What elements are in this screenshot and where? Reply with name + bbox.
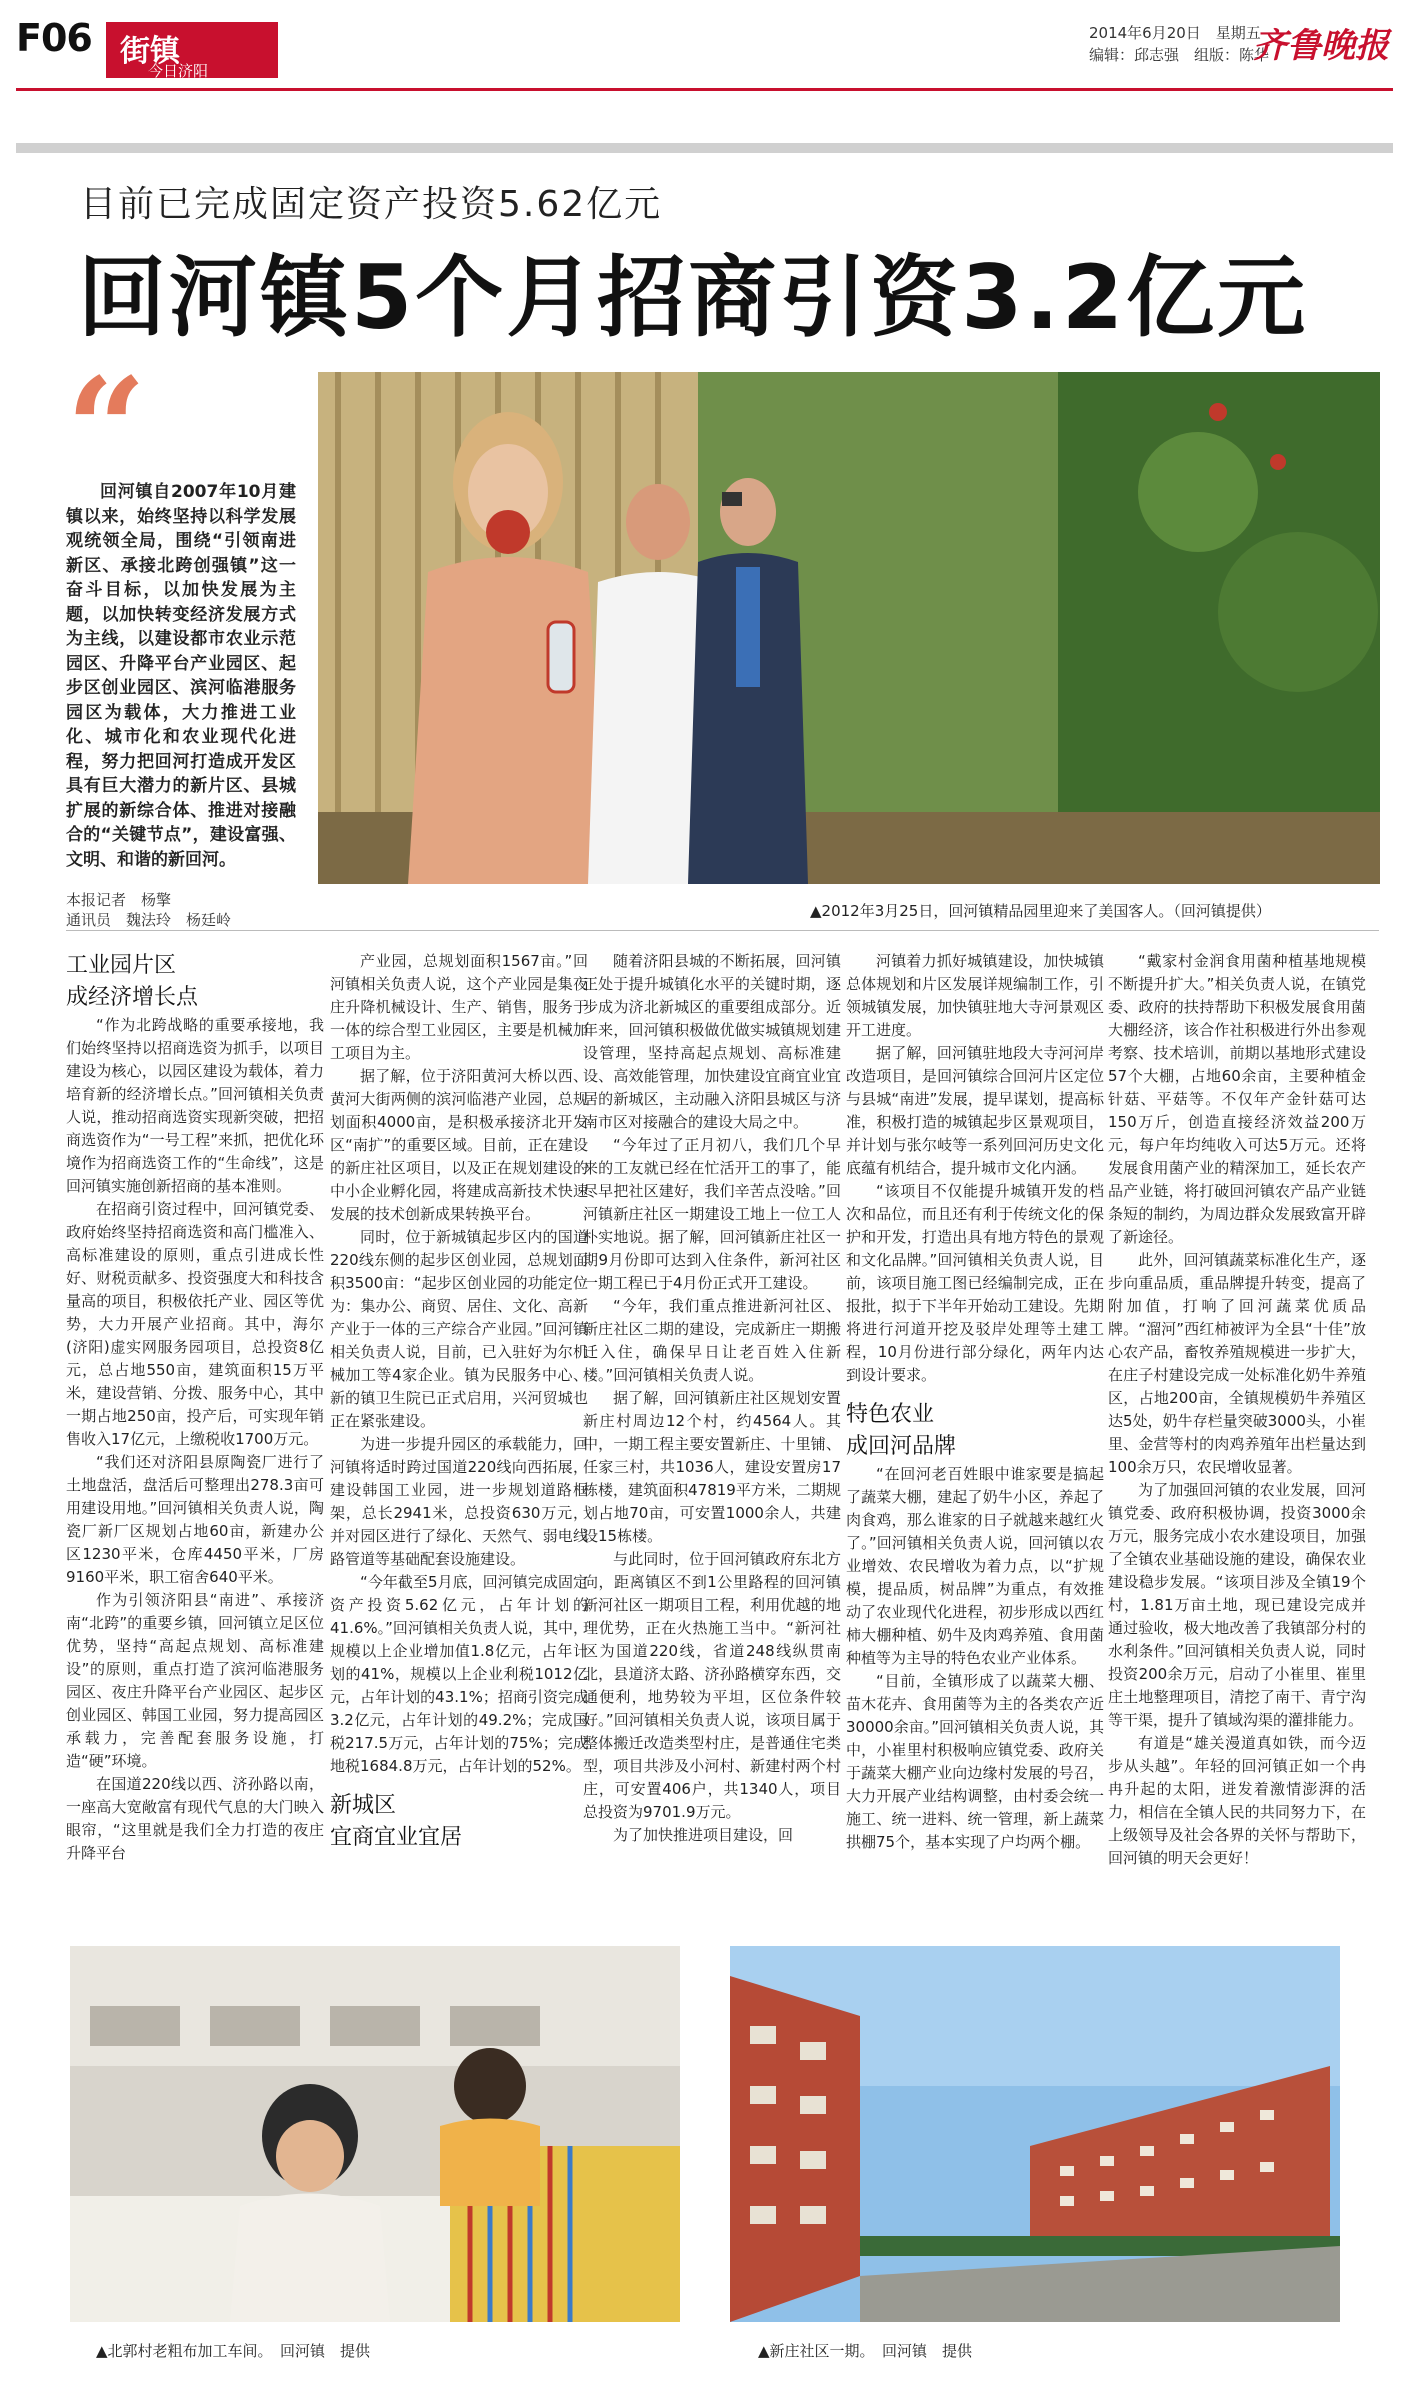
byline-reporter: 本报记者 杨擎: [66, 891, 172, 909]
body-paragraph: 据了解，回河镇驻地段大寺河河岸改造项目，是回河镇综合回河片区定位与县城“南进”发展，提早谋划，提高标准，积极打造的城镇起步区景观项目，并计划与张尔岐等一系列回河历史文化底蕴有机结合，提升城市文化内涵。: [846, 1044, 1104, 1177]
body-paragraph: “今年，我们重点推进新河社区、新庄社区二期的建设，完成新庄一期搬迁入住，确保早日让老百姓入住新楼。”回河镇相关负责人说。: [583, 1297, 841, 1384]
body-paragraph: 有道是“雄关漫道真如铁，而今迈步从头越”。年轻的回河镇正如一个冉冉升起的太阳，迸发着激情澎湃的活力，相信在全镇人民的共同努力下，在上级领导及社会各界的关怀与帮助下，回河镇的明天会更好！: [1108, 1734, 1366, 1867]
subheading: 宜商宜业宜居: [330, 1825, 463, 1850]
body-paragraph: 同时，位于新城镇起步区内的国道220线东侧的起步区创业园，总规划面积3500亩：“起步区创业园的功能定位为：集办公、商贸、居住、文化、高新产业于一体的三产综合产业园。”回河镇相关负责人说，目前，已入驻好为尔机械加工等4家企业。镇为民服务中心、新的镇卫生院已正式启用，兴河贸城也正在紧张建设。: [330, 1228, 588, 1430]
body-paragraph: 此外，回河镇蔬菜标准化生产，逐步向重品质，重品牌提升转变，提高了附加值，打响了回河蔬菜优质品牌。“溜河”西红柿被评为全县“十佳”放心农产品，畜牧养殖规模进一步扩大，在庄子村建设完成一处标准化奶牛养殖区，占地200亩，全镇规模奶牛养殖区达5处，奶牛存栏量突破3000头，小崔里、金营等村的肉鸡养殖年出栏量达到100余万只，农民增收显著。: [1108, 1251, 1366, 1476]
body-paragraph: 在招商引资过程中，回河镇党委、政府始终坚持招商选资和高门槛准入、高标准建设的原则，重点引进成长性好、财税贡献多、投资强度大和科技含量高的项目，积极依托产业、园区等优势，大力开展产业招商。其中，海尔(济阳)虚实网服务园项目，总投资8亿元，总占地550亩，建筑面积15万平米，建设营销、分拨、服务中心，其中一期占地250亩，投产后，可实现年销售收入17亿元，上缴税收1700万元。: [66, 1200, 324, 1448]
newspaper-logo: 齐鲁晚报: [1253, 26, 1389, 66]
column-2: [330, 950, 588, 1854]
page-header-right: [1089, 18, 1389, 68]
greenhouse-visit-image: [318, 372, 1380, 884]
body-paragraph: 随着济阳县城的不断拓展，回河镇正处于提升城镇化水平的关键时期，逐步成为济北新城区的重要组成部分。近年来，回河镇积极做优做实城镇规划建设管理，坚持高起点规划、高标准建设、高效能管理，加快建设宜商宜业宜居的新城区，主动融入济阳县城区与济南市区对接融合的建设大局之中。: [583, 952, 841, 1131]
body-paragraph: 为了加快推进项目建设，回: [613, 1826, 794, 1844]
body-paragraph: “作为北跨战略的重要承接地，我们始终坚持以招商选资为抓手，以项目建设为核心，以园区建设为载体，着力培育新的经济增长点。”回河镇相关负责人说，推动招商选资实现新突破，把招商选资作为“一号工程”来抓，把优化环境作为招商选资工作的“生命线”，这是回河镇实施创新招商的基本准则。: [66, 1016, 324, 1195]
byline-correspondents: 通讯员 魏法玲 杨廷岭: [66, 911, 232, 929]
body-paragraph: “在回河老百姓眼中谁家要是搞起了蔬菜大棚，建起了奶牛小区，养起了肉食鸡，那么谁家的日子就越来越红火了。”回河镇相关负责人说，回河镇以农业增效、农民增收为着力点，以“扩规模，提品质，树品牌”为重点，有效推动了农业现代化进程，初步形成以西红柿大棚种植、奶牛及肉鸡养殖、食用菌种植等为主导的特色农业产业体系。: [846, 1465, 1104, 1667]
body-paragraph: 据了解，回河镇新庄社区规划安置新庄村周边12个村，约4564人。其中，一期工程主要安置新庄、十里铺、任家三村，共1036人，建设安置房17栋楼，建筑面积47819平方米，二期规划占地70亩，可安置1000余人，共建设15栋楼。: [583, 1389, 841, 1545]
section-title: 街镇: [120, 34, 180, 69]
subheading: 新城区: [330, 1793, 397, 1818]
byline: [66, 890, 306, 930]
subheading: 特色农业: [846, 1402, 935, 1427]
body-paragraph: “今年截至5月底，回河镇完成固定资产投资5.62亿元，占年计划的41.6%。”回河镇相关负责人说，其中，规模以上企业增加值1.8亿元，占年计划的41%，规模以上企业利税1012亿元，占年计划的43.1%；招商引资完成3.2亿元，占年计划的49.2%；完成国税217.5万元，占年计划的75%；完成地税1684.8万元，占年计划的52%。: [330, 1573, 588, 1775]
body-paragraph: 为进一步提升园区的承载能力，回河镇将适时跨过国道220线向西拓展，建设韩国工业园，进一步规划道路框架，总长2941米，总投资630万元，并对园区进行了绿化、天然气、弱电线路管道等基础配套设施建设。: [330, 1435, 588, 1568]
body-paragraph: “目前，全镇形成了以蔬菜大棚、苗木花卉、食用菌等为主的各类农产近30000余亩。”回河镇相关负责人说，其中，小崔里村积极响应镇党委、政府关于蔬菜大棚产业向边缘村发展的号召，大力开展产业结构调整，由村委会统一施工、统一进料、统一管理，新上蔬菜拱棚75个，基本实现了户均两个棚。: [846, 1672, 1104, 1851]
quote-mark-icon: “: [66, 348, 147, 512]
body-divider: [66, 930, 1379, 931]
header-divider: [16, 88, 1393, 91]
body-paragraph: 与此同时，位于回河镇政府东北方向，距离镇区不到1公里路程的回河镇新河社区一期项目工程，利用优越的地理优势，正在火热施工当中。“新河社区为国道220线，省道248线纵贯南北，县道济太路、济孙路横穿东西，交通便利，地势较为平坦，区位条件较好。”回河镇相关负责人说，该项目属于整体搬迁改造类型村庄，是普通住宅类型，项目共涉及小河村、新建村两个村庄，可安置406户，共1340人，项目总投资为9701.9万元。: [583, 1550, 841, 1821]
community-buildings-photo: [730, 1946, 1340, 2322]
main-photo: [318, 372, 1380, 884]
subheading: 工业园片区: [66, 953, 177, 978]
new-community-image: [730, 1946, 1340, 2322]
section-banner: [106, 22, 278, 78]
issue-date: 2014年6月20日 星期五: [1089, 24, 1261, 42]
page-code: F06: [16, 16, 92, 60]
column-5: [1108, 950, 1366, 1870]
editors-line: 编辑：邱志强 组版：陈华: [1089, 46, 1270, 64]
sewing-photo-caption: ▲北郭村老粗布加工车间。 回河镇 提供: [96, 2342, 371, 2360]
article-intro: 回河镇自2007年10月建镇以来，始终坚持以科学发展观统领全局，围绕“引领南进新区、承接北跨创强镇”这一奋斗目标，以加快发展为主题，以加快转变经济发展方式为主线，以建设都市农业示范园区、升降平台产业园区、起步区创业园区、滨河临港服务园区为载体，大力推进工业化、城市化和农业现代化进程，努力把回河打造成开发区具有巨大潜力的新片区、县城扩展的新综合体、推进对接融合的“关键节点”，建设富强、文明、和谐的新回河。: [66, 482, 296, 870]
body-paragraph: 产业园，总规划面积1567亩。”回河镇相关负责人说，这个产业园是集夜庄升降机械设计、生产、销售，服务于一体的综合型工业园区，主要是机械加工项目为主。: [330, 952, 588, 1062]
sewing-workshop-photo: [70, 1946, 680, 2322]
main-photo-caption: ▲2012年3月25日，回河镇精品园里迎来了美国客人。（回河镇提供）: [810, 902, 1271, 920]
buildings-photo-caption: ▲新庄社区一期。 回河镇 提供: [758, 2342, 973, 2360]
sewing-workshop-image: [70, 1946, 680, 2322]
body-paragraph: 作为引领济阳县“南进”、承接济南“北跨”的重要乡镇，回河镇立足区位优势，坚持“高起点规划、高标准建设”的原则，重点打造了滨河临港服务园区、夜庄升降平台产业园区、起步区创业园区、韩国工业园，努力提高园区承载力，完善配套服务设施，打造“硬”环境。: [66, 1591, 324, 1770]
headline-band: [16, 143, 1393, 153]
body-paragraph: “今年过了正月初八，我们几个早来的工友就已经在忙活开工的事了，能尽早把社区建好，我们辛苦点没啥。”回河镇新庄社区一期建设工地上一位工人朴实地说。据了解，回河镇新庄社区一期9月份即可达到入住条件，新河社区一期工程已于4月份正式开工建设。: [583, 1136, 841, 1292]
page-header-left: [16, 16, 278, 80]
body-paragraph: “我们还对济阳县原陶瓷厂进行了土地盘活，盘活后可整理出278.3亩可用建设用地。”回河镇相关负责人说，陶瓷厂新厂区规划占地60亩，新建办公区1230平米，仓库4450平米，厂房9160平米，职工宿舍640平米。: [66, 1453, 324, 1586]
body-paragraph: 为了加强回河镇的农业发展，回河镇党委、政府积极协调，投资3000余万元，服务完成小农水建设项目，加强了全镇农业基础设施的建设，确保农业建设稳步发展。“该项目涉及全镇19个村，1.81万亩土地，现已建设完成并通过验收，极大地改善了我镇部分村的水利条件。”回河镇相关负责人说，同时投资200余万元，启动了小崔里、崔里庄土地整理项目，清挖了南干、青宁沟等干渠，提升了镇域沟渠的灌排能力。: [1108, 1481, 1366, 1729]
column-3: [583, 950, 841, 1847]
article-headline: 回河镇5个月招商引资3.2亿元: [78, 246, 1309, 349]
subsection-title: 今日济阳: [148, 62, 209, 80]
body-paragraph: 河镇着力抓好城镇建设，加快城镇总体规划和片区发展详规编制工作，引领城镇发展，加快镇驻地大寺河景观区开工进度。: [846, 952, 1104, 1039]
body-paragraph: 据了解，位于济阳黄河大桥以西、黄河大街两侧的滨河临港产业园，总规划面积4000亩，是积极承接济北开发区“南扩”的重要区域。目前，正在建设的新庄社区项目，以及正在规划建设的中小企业孵化园，将建成高新技术快速发展的技术创新成果转换平台。: [330, 1067, 588, 1223]
article-kicker: 目前已完成固定资产投资5.62亿元: [80, 184, 663, 225]
body-paragraph: “戴家村金润食用菌种植基地规模不断提升扩大。”相关负责人说，在镇党委、政府的扶持帮助下积极发展食用菌大棚经济，该合作社积极进行外出参观考察、技术培训，前期以基地形式建设57个大棚，占地60余亩，主要种植金针菇、平菇等。不仅年产金针菇可达150万斤，创造直接经济效益200万元，每户年均纯收入可达5万元。还将发展食用菌产业的精深加工，延长农产品产业链，将打破回河镇农产品产业链条短的制约，为周边群众发展致富开辟了新途径。: [1108, 952, 1366, 1246]
column-1: [66, 950, 324, 1865]
body-paragraph: 在国道220线以西、济孙路以南，一座高大宽敞富有现代气息的大门映入眼帘，“这里就是我们全力打造的夜庄升降平台: [66, 1775, 324, 1862]
body-paragraph: “该项目不仅能提升城镇开发的档次和品位，而且还有利于传统文化的保护和开发，打造出具有地方特色的景观和文化品牌。”回河镇相关负责人说，目前，该项目施工图已经编制完成，正在报批，拟于下半年开始动工建设。先期将进行河道开挖及驳岸处理等土建工程，10月份进行部分绿化，两年内达到设计要求。: [846, 1182, 1104, 1384]
subheading: 成经济增长点: [66, 985, 199, 1010]
column-4: [846, 950, 1104, 1854]
subheading: 成回河品牌: [846, 1434, 957, 1459]
